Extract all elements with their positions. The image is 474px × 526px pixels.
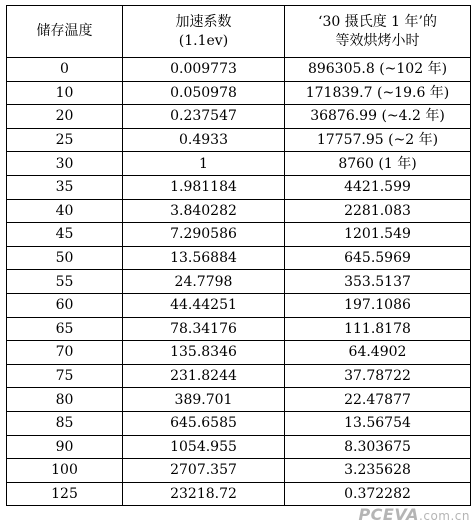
cell-acceleration-factor: 1 [123,152,285,176]
watermark-domain: .com.cn [419,509,470,523]
header-text-line: (1.1ev) [178,32,229,49]
cell-temperature: 50 [7,246,123,270]
cell-temperature: 70 [7,341,123,365]
cell-temperature: 55 [7,270,123,294]
table-row [7,411,471,435]
table-row [7,246,471,270]
table-body [7,58,471,506]
cell-acceleration-factor: 3.840282 [123,199,285,223]
table-row [7,152,471,176]
cell-temperature: 65 [7,317,123,341]
cell-equivalent-hours: 4421.599 [285,175,471,199]
header-text-line: ‘30 摄氏度 1 年’的 [318,13,437,30]
cell-temperature: 125 [7,482,123,506]
cell-acceleration-factor: 0.237547 [123,105,285,129]
cell-equivalent-hours: 353.5137 [285,270,471,294]
table-row [7,364,471,388]
cell-acceleration-factor: 0.050978 [123,81,285,105]
cell-acceleration-factor: 135.8346 [123,341,285,365]
table-row [7,317,471,341]
cell-acceleration-factor: 7.290586 [123,223,285,247]
cell-acceleration-factor: 2707.357 [123,459,285,483]
table-row [7,341,471,365]
temperature-acceleration-table [6,5,471,506]
cell-acceleration-factor: 78.34176 [123,317,285,341]
cell-temperature: 25 [7,128,123,152]
cell-temperature: 60 [7,293,123,317]
cell-equivalent-hours: 13.56754 [285,411,471,435]
site-watermark [358,505,470,524]
cell-equivalent-hours: 8760 (1 年) [285,152,471,176]
table-row [7,482,471,506]
header-text-line: 加速系数 [175,13,232,30]
cell-acceleration-factor: 13.56884 [123,246,285,270]
cell-temperature: 20 [7,105,123,129]
cell-temperature: 80 [7,388,123,412]
cell-equivalent-hours: 17757.95 (~2 年) [285,128,471,152]
cell-acceleration-factor: 44.44251 [123,293,285,317]
cell-equivalent-hours: 64.4902 [285,341,471,365]
cell-temperature: 85 [7,411,123,435]
table-row [7,105,471,129]
cell-temperature: 30 [7,152,123,176]
cell-equivalent-hours: 2281.083 [285,199,471,223]
header-text-line: 等效烘烤小时 [335,32,420,49]
table-row [7,459,471,483]
table-row [7,175,471,199]
cell-temperature: 75 [7,364,123,388]
cell-acceleration-factor: 1.981184 [123,175,285,199]
cell-acceleration-factor: 0.4933 [123,128,285,152]
table-row [7,435,471,459]
header-row [7,6,471,58]
header-acceleration-factor [123,6,285,58]
cell-equivalent-hours: 37.78722 [285,364,471,388]
table-row [7,293,471,317]
cell-equivalent-hours: 22.47877 [285,388,471,412]
cell-equivalent-hours: 197.1086 [285,293,471,317]
document-page [6,5,470,506]
cell-acceleration-factor: 24.7798 [123,270,285,294]
header-text-line: 储存温度 [36,23,93,39]
cell-acceleration-factor: 389.701 [123,388,285,412]
cell-equivalent-hours: 1201.549 [285,223,471,247]
cell-equivalent-hours: 645.5969 [285,246,471,270]
cell-equivalent-hours: 8.303675 [285,435,471,459]
table-row [7,223,471,247]
cell-temperature: 40 [7,199,123,223]
cell-equivalent-hours: 171839.7 (~19.6 年) [285,81,471,105]
cell-equivalent-hours: 111.8178 [285,317,471,341]
table-row [7,58,471,82]
cell-equivalent-hours: 3.235628 [285,459,471,483]
table-row [7,270,471,294]
cell-temperature: 35 [7,175,123,199]
cell-acceleration-factor: 1054.955 [123,435,285,459]
cell-acceleration-factor: 645.6585 [123,411,285,435]
watermark-brand: PCEVA [358,505,420,524]
cell-temperature: 0 [7,58,123,82]
cell-temperature: 100 [7,459,123,483]
cell-equivalent-hours: 896305.8 (~102 年) [285,58,471,82]
cell-temperature: 90 [7,435,123,459]
header-equivalent-bake-hours [285,6,471,58]
table-row [7,81,471,105]
table-row [7,388,471,412]
cell-acceleration-factor: 0.009773 [123,58,285,82]
table-row [7,199,471,223]
header-storage-temperature [7,6,123,58]
cell-acceleration-factor: 231.8244 [123,364,285,388]
cell-temperature: 45 [7,223,123,247]
cell-acceleration-factor: 23218.72 [123,482,285,506]
cell-equivalent-hours: 0.372282 [285,482,471,506]
table-row [7,128,471,152]
cell-equivalent-hours: 36876.99 (~4.2 年) [285,105,471,129]
table-header [7,6,471,58]
cell-temperature: 10 [7,81,123,105]
